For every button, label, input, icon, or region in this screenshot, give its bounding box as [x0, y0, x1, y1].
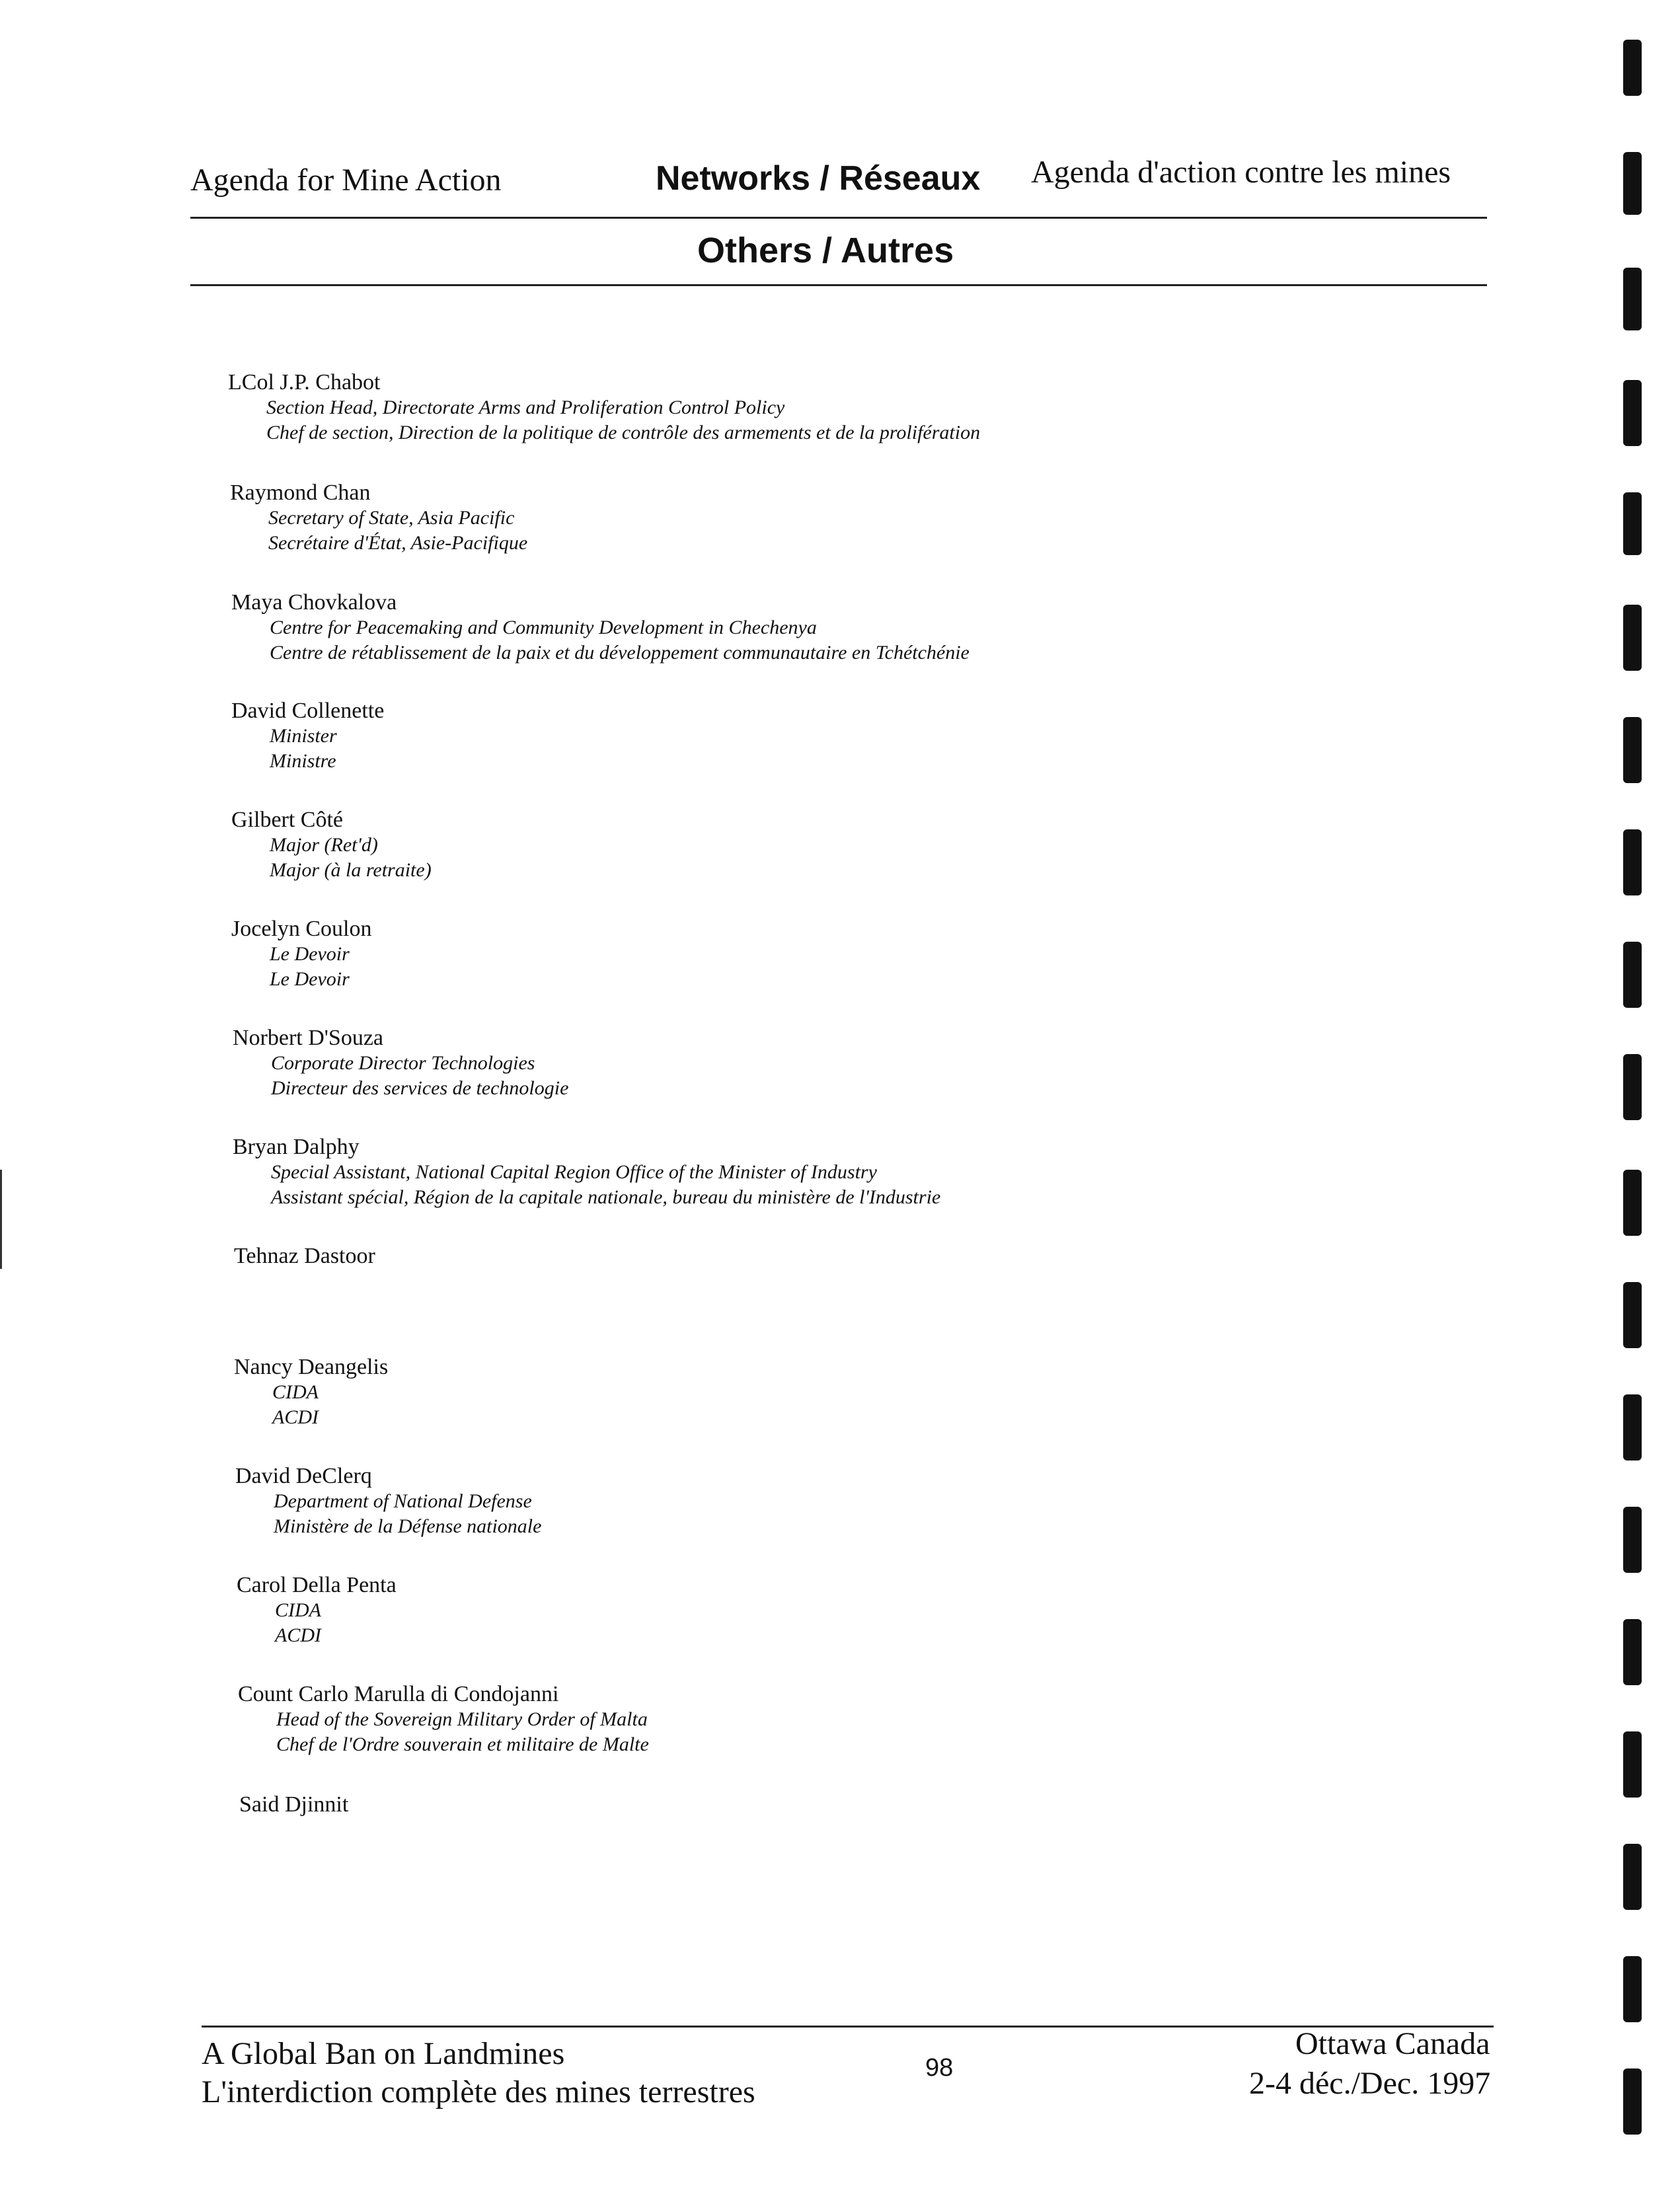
- entry-dastoor: [234, 1244, 375, 1269]
- entry-title-en: Le Devoir: [270, 943, 350, 965]
- entry-title-en: Secretary of State, Asia Pacific: [268, 507, 515, 529]
- binding-hole-mark: [1623, 1731, 1642, 1798]
- entry-chabot: [228, 370, 980, 445]
- entry-title-fr: Chef de section, Direction de la politique de contrôle des armements et de la prolifération: [266, 422, 981, 443]
- binding-hole-mark: [1623, 40, 1642, 96]
- entry-chan: [230, 480, 527, 556]
- entry-name: Jocelyn Coulon: [231, 917, 372, 941]
- entry-condojanni: [238, 1682, 649, 1757]
- section-rule: [190, 284, 1487, 286]
- entry-title-en: Minister: [270, 725, 337, 747]
- entry-name: LCol J.P. Chabot: [228, 370, 381, 395]
- entry-title-fr: Directeur des services de technologie: [271, 1077, 569, 1099]
- entry-dsouza: [233, 1026, 568, 1101]
- footer-left-subtitle: L'interdiction complète des mines terrestres: [202, 2074, 755, 2109]
- entry-title-en: CIDA: [275, 1599, 321, 1621]
- binding-hole-mark: [1623, 829, 1642, 895]
- entry-title-fr: Centre de rétablissement de la paix et du développement communautaire en Tchétchénie: [270, 642, 970, 664]
- header-center-title: Networks / Réseaux: [656, 159, 981, 198]
- entry-title-en: Head of the Sovereign Military Order of Malta: [276, 1708, 648, 1730]
- binding-hole-mark: [1623, 1619, 1642, 1685]
- entry-name: Said Djinnit: [239, 1792, 349, 1817]
- entry-title-en: Corporate Director Technologies: [271, 1052, 535, 1074]
- entry-title-en: Department of National Defense: [274, 1490, 532, 1512]
- entry-title-en: CIDA: [272, 1381, 319, 1403]
- entry-title-en: Centre for Peacemaking and Community Development in Chechenya: [270, 617, 817, 638]
- entry-title-fr: Ministre: [270, 750, 336, 772]
- entry-title-en: Special Assistant, National Capital Region Office of the Minister of Industry: [271, 1161, 877, 1183]
- binding-hole-mark: [1623, 1282, 1642, 1348]
- binding-hole-mark: [1623, 1394, 1642, 1460]
- entry-dalphy: [233, 1135, 940, 1210]
- binding-hole-mark: [1623, 268, 1642, 330]
- entry-name: Count Carlo Marulla di Condojanni: [238, 1682, 559, 1706]
- page-number: 98: [925, 2054, 954, 2082]
- entry-chovkalova: [231, 590, 970, 665]
- entry-title-fr: Le Devoir: [270, 968, 350, 990]
- scan-edge-mark: [0, 1170, 2, 1269]
- entry-title-fr: Secrétaire d'État, Asie-Pacifique: [268, 532, 528, 554]
- entry-title-fr: ACDI: [275, 1624, 321, 1646]
- entry-deangelis: [234, 1355, 388, 1430]
- entry-title-fr: Ministère de la Défense nationale: [274, 1515, 542, 1537]
- entry-della-penta: [237, 1573, 397, 1648]
- entry-name: Nancy Deangelis: [234, 1355, 389, 1379]
- header-right-title: Agenda d'action contre les mines: [1031, 155, 1451, 190]
- entry-cote: [231, 808, 432, 883]
- entry-name: Maya Chovkalova: [231, 590, 397, 615]
- entry-name: Tehnaz Dastoor: [234, 1244, 375, 1268]
- entry-declerq: [235, 1464, 541, 1539]
- entry-name: Carol Della Penta: [237, 1573, 397, 1597]
- entry-title-en: Section Head, Directorate Arms and Proliferation Control Policy: [266, 397, 785, 418]
- entry-name: Raymond Chan: [230, 480, 371, 505]
- header-rule: [190, 217, 1487, 219]
- entry-name: Bryan Dalphy: [233, 1135, 360, 1159]
- binding-hole-mark: [1623, 2068, 1642, 2135]
- binding-hole-mark: [1623, 380, 1642, 446]
- entry-title-fr: ACDI: [272, 1406, 319, 1428]
- footer-left-title: A Global Ban on Landmines: [202, 2036, 565, 2071]
- binding-hole-mark: [1623, 1844, 1642, 1910]
- footer-right-location: Ottawa Canada: [1295, 2026, 1490, 2061]
- binding-hole-mark: [1623, 1170, 1642, 1236]
- entry-name: David DeClerq: [235, 1464, 372, 1488]
- binding-hole-mark: [1623, 1956, 1642, 2022]
- entry-title-fr: Major (à la retraite): [270, 859, 432, 881]
- entry-title-fr: Chef de l'Ordre souverain et militaire de Malte: [276, 1733, 649, 1755]
- binding-hole-mark: [1623, 1507, 1642, 1573]
- header-left-title: Agenda for Mine Action: [190, 163, 502, 198]
- entry-collenette: [231, 699, 384, 774]
- footer-right-date: 2-4 déc./Dec. 1997: [1249, 2066, 1491, 2101]
- entry-name: David Collenette: [231, 699, 385, 723]
- binding-hole-mark: [1623, 605, 1642, 671]
- binding-hole-mark: [1623, 942, 1642, 1008]
- entry-coulon: [231, 917, 371, 992]
- entry-name: Gilbert Côté: [231, 808, 344, 832]
- entry-djinnit: [239, 1792, 348, 1817]
- section-title: Others / Autres: [697, 231, 954, 270]
- binding-hole-mark: [1623, 152, 1642, 215]
- binding-hole-mark: [1623, 717, 1642, 783]
- binding-hole-mark: [1623, 1054, 1642, 1120]
- entry-name: Norbert D'Souza: [233, 1026, 384, 1050]
- entry-title-fr: Assistant spécial, Région de la capitale nationale, bureau du ministère de l'Industrie: [271, 1186, 941, 1208]
- entry-title-en: Major (Ret'd): [270, 834, 378, 856]
- binding-hole-mark: [1623, 492, 1642, 555]
